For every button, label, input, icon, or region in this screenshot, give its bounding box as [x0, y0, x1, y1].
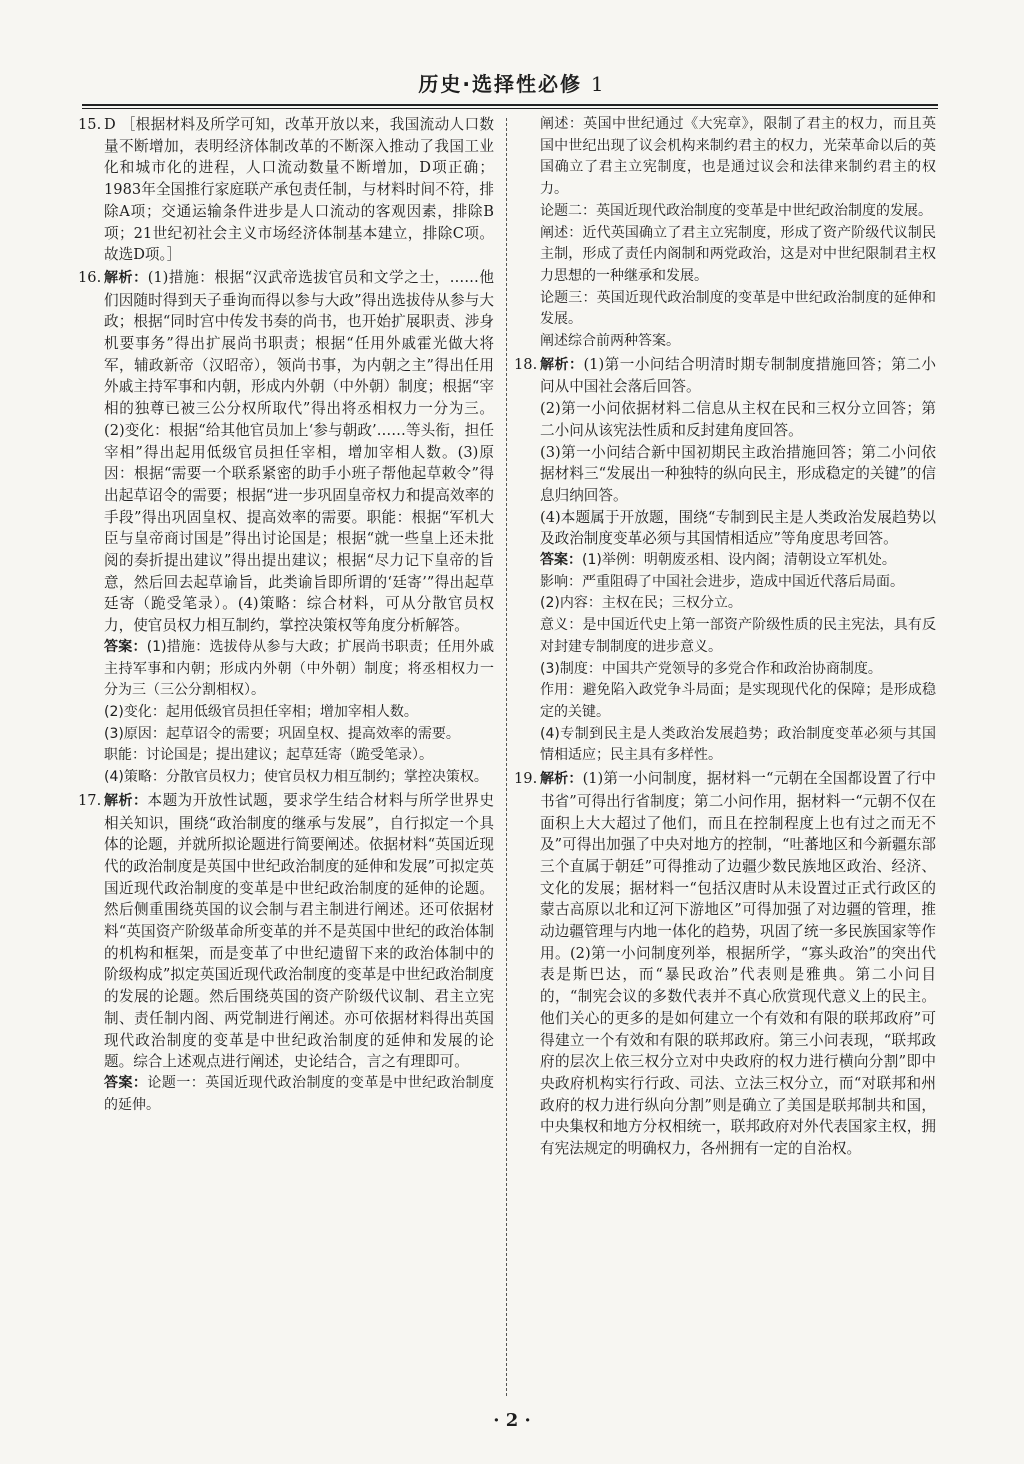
- question-19: [514, 768, 937, 1160]
- page-title: 历史·选择性必修: [418, 72, 582, 96]
- answer-line: (4)策略：分散官员权力；使官员权力相互制约；掌控决策权。: [104, 769, 488, 786]
- analysis-label: 解析：: [540, 356, 584, 373]
- answer-line: (3)原因：起草诏令的需要；巩固皇权、提高效率的需要。: [104, 725, 460, 742]
- answer-label: 答案：: [104, 638, 147, 655]
- left-column: [78, 114, 495, 1117]
- header-rule: [82, 104, 938, 106]
- analysis-text: [540, 768, 936, 1160]
- analysis-body: 本题为开放性试题，要求学生结合材料与所学世界史相关知识，围绕“政治制度的继承与发展”，自行拟定一个具体的论题，并就所拟论题进行简要阐述。依据材料“英国近现代的政治制度是英国中世纪政治制度的延伸和发展”可拟定英国近现代政治制度的变革是中世纪政治制度的延伸的论题。然后侧重围绕英国的议会制与君主制进行阐述。还可依据材料“英国资产阶级革命所变革的并不是英国中世纪的政治体制的机构和框架，而是变革了中世纪遗留下来的政治体制中的阶级构成”拟定英国近现代政治制度的变革是中世纪政治制度的发展的论题。然后围绕英国的资产阶级代议制、君主立宪制、责任制内阁、两党制进行阐述。亦可依据材料得出英国现代政治制度的变革是中世纪政治制度的延伸和发展的论题。综合上述观点进行阐述，史论结合，言之有理即可。: [104, 791, 494, 1071]
- analysis-line: (3)第一小问结合新中国初期民主政治措施回答；第二小问依据材料三“发展出一种独特的纵向民主，形成稳定的关键”的信息归纳回答。: [540, 443, 936, 504]
- page-number: · 2 ·: [493, 1410, 531, 1431]
- answer-line: 作用：避免陷入政党争斗局面；是实现现代化的保障；是形成稳定的关键。: [540, 682, 936, 720]
- column-divider: [506, 118, 507, 1396]
- answer-text: (1)措施：选拔侍从参与大政；扩展尚书职责；任用外戚主持军事和内朝；形成内外朝（中外朝）制度；将丞相权力一分为三（三公分割相权）。: [104, 638, 494, 699]
- header-rule-thin: [82, 108, 938, 109]
- answer-label: 答案：: [540, 552, 582, 569]
- question-number: 16.: [78, 268, 102, 286]
- analysis-text: [540, 354, 936, 398]
- analysis-text: [104, 267, 494, 637]
- analysis-body: (1)措施：根据“汉武帝选拔官员和文学之士，……他们因随时得到天子垂询而得以参与大政”得出选拔侍从参与大政；根据“同时宫中传发书奏的尚书，也开始扩展职责、涉身机要事务”得出扩展尚书职责；根据“任用外戚霍光做大将军，辅政新帝（汉昭帝），领尚书事，为内朝之主”得出任用外戚主持军事和内朝，形成内外朝（中外朝）制度；根据“宰相的独尊已被三公分权所取代”得出将丞相权力一分为三。(2)变化：根据“给其他官员加上‘参与朝政’……等头衔，担任宰相”得出起用低级官员担任宰相，增加宰相人数。(3)原因：根据“需要一个联系紧密的助手小班子帮他起草敕令”得出起草诏令的需要；根据“进一步巩固皇帝权力和提高效率的手段”得出巩固皇权、提高效率的需要。职能：根据“军机大臣与皇帝商讨国是”得出讨论国是；根据“就一些皇上还未批阅的奏折提出建议”得出提出建议；根据“尽力记下皇帝的旨意，然后回去起草谕旨，此类谕旨即所谓的‘廷寄’”得出起草廷寄（跪受笔录）。(4)策略：综合材料，可从分散官员权力，使官员权力相互制约，掌控决策权等角度分析解答。: [104, 268, 495, 635]
- answer-line: 影响：严重阻碍了中国社会进步，造成中国近代落后局面。: [540, 573, 904, 590]
- answer-line: (3)制度：中国共产党领导的多党合作和政治协商制度。: [540, 660, 882, 677]
- answer-line: [104, 637, 494, 702]
- analysis-body: (1)第一小问制度，据材料一“元朝在全国都设置了行中书省”可得出行省制度；第二小问作用，据材料一“元朝不仅在面积上大大超过了他们，而且在控制程度上也有过之而无不及”可得出加强了中央对地方的控制，“吐蕃地区和今新疆东部三个直属于朝廷”可得推动了边疆少数民族地区政治、经济、文化的发展；据材料一“包括汉唐时从未设置过正式行政区的蒙古高原以北和辽河下游地区”可得加强了对边疆的管理，推动边疆管理与内地一体化的趋势，巩固了统一多民族国家等作用。(2)第一小问制度列举，根据所学，“寡头政治”的突出代表是斯巴达，而“暴民政治”代表则是雅典。第二小问目的，“制宪会议的多数代表并不真心欣赏现代意义上的民主。他们关心的更多的是如何建立一个有效和有限的联邦政府”可得建立一个有效和有限的联邦政府。第三小问表现，“联邦政府的层次上依三权分立对中央政府的权力进行横向分割”即中央政府机构实行行政、司法、立法三权分立，而“对联邦和州政府的权力进行纵向分割”则是确立了美国是联邦制共和国，中央集权和地方分权相统一，联邦政府对外代表国家主权，拥有宪法规定的明确权力，各州拥有一定的自治权。: [540, 770, 937, 1158]
- answer-line: (2)内容：主权在民；三权分立。: [540, 595, 742, 612]
- question-text: D ［根据材料及所学可知，改革开放以来，我国流动人口数量不断增加，表明经济体制改革的不断深入推动了我国工业化和城市化的进程，人口流动数量不断增加，D项正确；1983年全国推行家庭联产承包责任制，与材料时间不符，排除A项；交通运输条件进步是人口流动的客观因素，排除B项；21世纪初社会主义市场经济体制基本建立，排除C项。故选D项。］: [104, 116, 494, 264]
- page-header: [0, 68, 1024, 97]
- answer-text: 论题一：英国近现代政治制度的变革是中世纪政治制度的延伸。: [104, 1074, 495, 1113]
- answer-line: 论题二：英国近现代政治制度的变革是中世纪政治制度的发展。: [540, 202, 932, 219]
- question-number: 15.: [78, 116, 102, 133]
- answer-text: (1)举例：明朝废丞相、设内阁；清朝设立军机处。: [582, 552, 896, 569]
- answer-line: 意义：是中国近代史上第一部资产阶级性质的民主宪法，具有反对封建专制制度的进步意义。: [540, 617, 936, 655]
- question-number: 18.: [514, 355, 538, 373]
- analysis-label: 解析：: [104, 792, 148, 809]
- analysis-label: 解析：: [104, 269, 148, 286]
- answer-line: (2)变化：起用低级官员担任宰相；增加宰相人数。: [104, 703, 418, 720]
- right-column: [514, 114, 937, 1161]
- answer-line: [104, 1073, 494, 1116]
- answer-line: [540, 550, 936, 572]
- analysis-text: [104, 790, 494, 1073]
- answer-line: 阐述：英国中世纪通过《大宪章》，限制了君主的权力，而且英国中世纪出现了议会机构来制约君主的权力，光荣革命以后的英国确立了君主立宪制度，也是通过议会和法律来制约君主的权力。: [540, 116, 936, 198]
- question-18: [514, 354, 937, 767]
- analysis-line: (4)本题属于开放题，围绕“专制到民主是人类政治发展趋势以及政治制度变革必须与其国情相适应”等角度思考回答。: [540, 508, 936, 548]
- question-number: 19.: [514, 770, 538, 788]
- analysis-label: 解析：: [540, 771, 583, 788]
- question-15: [78, 114, 494, 266]
- question-17-continued: [518, 114, 936, 353]
- question-16: [78, 267, 495, 789]
- volume-number: 1: [590, 72, 606, 96]
- answer-line: 阐述：近代英国确立了君主立宪制度，形成了资产阶级代议制民主制，形成了责任内阁制和两党政治，这是对中世纪限制君主权力思想的一种继承和发展。: [540, 224, 936, 284]
- answer-line: (4)专制到民主是人类政治发展趋势；政治制度变革必须与其国情相适应；民主具有多样性。: [540, 725, 936, 764]
- answer-line: 论题三：英国近现代政治制度的变革是中世纪政治制度的延伸和发展。: [540, 289, 936, 328]
- answer-line: 阐述综合前两种答案。: [540, 333, 680, 350]
- analysis-line: (2)第一小问依据材料二信息从主权在民和三权分立回答；第二小问从该宪法性质和反封建角度回答。: [540, 400, 936, 439]
- answer-label: 答案：: [104, 1074, 148, 1091]
- answer-line: 职能：讨论国是；提出建议；起草廷寄（跪受笔录）。: [104, 747, 433, 764]
- question-number: 17.: [78, 791, 102, 809]
- question-17: [78, 790, 495, 1117]
- analysis-body: (1)第一小问结合明清时期专制制度措施回答；第二小问从中国社会落后回答。: [540, 355, 937, 396]
